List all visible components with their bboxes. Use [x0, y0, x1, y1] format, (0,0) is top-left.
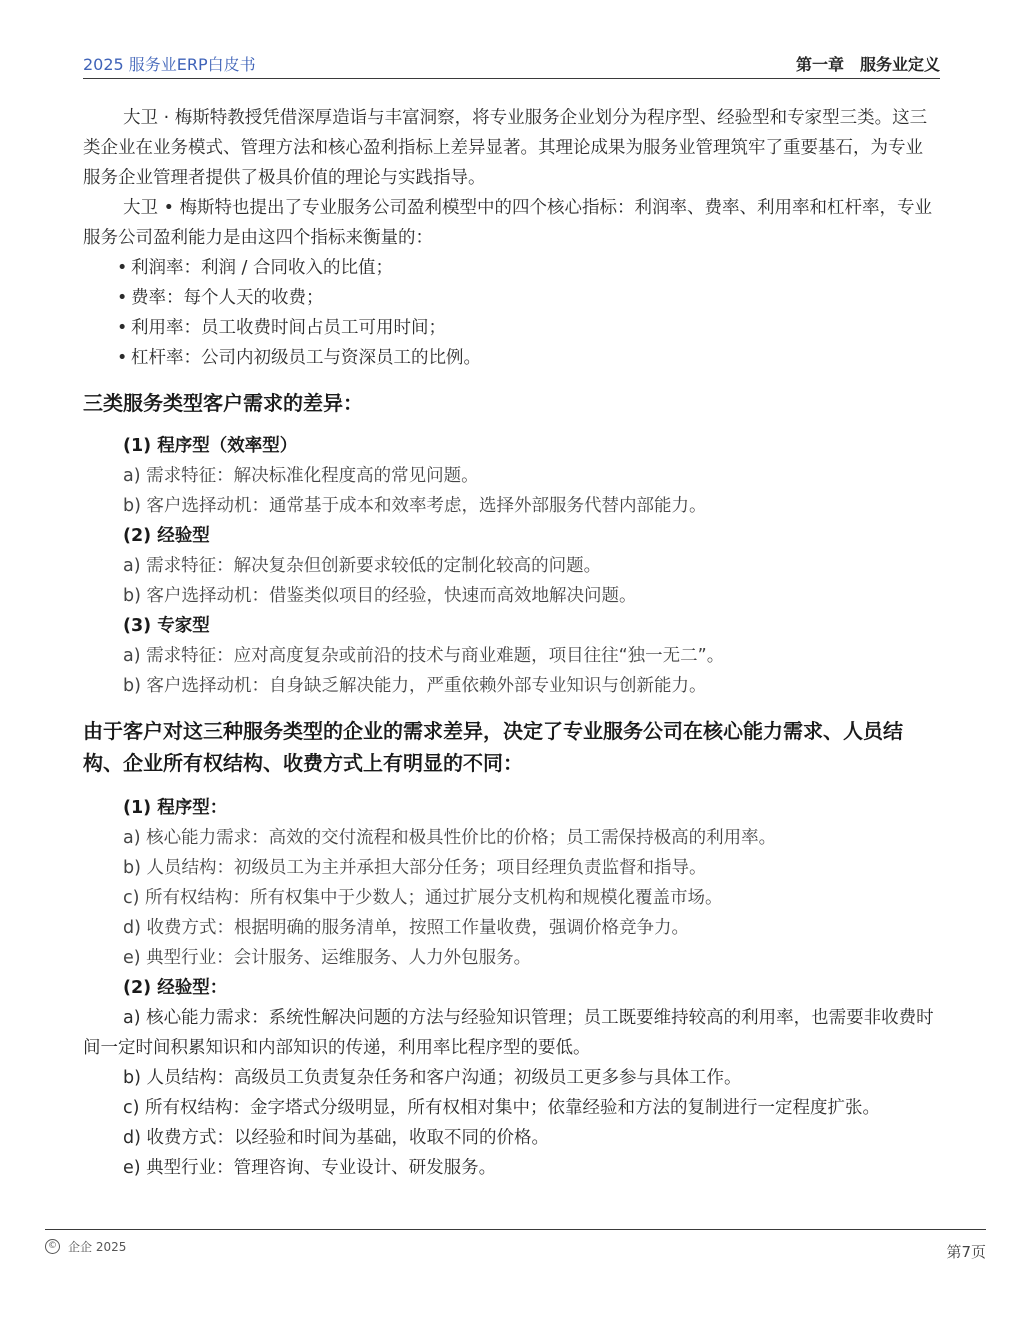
paragraph-item: d) 收费方式：以经验和时间为基础，收取不同的价格。 [123, 1128, 549, 1148]
list-item: • 利润率：利润 / 合同收入的比值； [131, 253, 940, 283]
list-item: a) 核心能力需求：高效的交付流程和极具性价比的价格；员工需保持极高的利用率。 [123, 828, 777, 848]
paragraph-item: e) 典型行业：管理咨询、专业设计、研发服务。 [123, 1158, 497, 1178]
list-item: • 利用率：员工收费时间占员工可用时间； [131, 313, 940, 343]
subheading: (2) 经验型： [123, 978, 228, 998]
page-header [83, 52, 940, 79]
document-title: 2025 服务业ERP白皮书 [83, 55, 256, 74]
page-number: 第7页 [946, 1243, 986, 1261]
footer-divider [45, 1229, 986, 1230]
subheading: (1) 程序型（效率型） [123, 436, 298, 456]
copyright-text: 企企 2025 [68, 1240, 127, 1254]
section-heading-demand: 三类服务类型客户需求的差异： [83, 391, 363, 415]
list-item: d) 收费方式：根据明确的服务清单，按照工作量收费，强调价格竞争力。 [123, 918, 689, 938]
intro-paragraph: 大卫 · 梅斯特教授凭借深厚造诣与丰富洞察，将专业服务企业划分为程序型、经验型和专家型三类。这三类企业在业务模式、管理方法和核心盈利指标上差异显著。其理论成果为服务业管理筑牢了重要基石，为专业服务企业管理者提供了极具价值的理论与实践指导。 [83, 108, 928, 188]
list-item: b) 客户选择动机：借鉴类似项目的经验，快速而高效地解决问题。 [123, 586, 637, 606]
chapter-heading [780, 52, 940, 75]
paragraph-item: b) 人员结构：高级员工负责复杂任务和客户沟通；初级员工更多参与具体工作。 [123, 1068, 742, 1088]
metrics-list [83, 253, 940, 373]
copyright-icon: © [45, 1239, 60, 1254]
list-item: b) 客户选择动机：自身缺乏解决能力，严重依赖外部专业知识与创新能力。 [123, 676, 707, 696]
list-item: b) 人员结构：初级员工为主并承担大部分任务；项目经理负责监督和指导。 [123, 858, 707, 878]
paragraph-item: a) 核心能力需求：系统性解决问题的方法与经验知识管理；员工既要维持较高的利用率，也需要非收费时间一定时间积累知识和内部知识的传递，利用率比程序型的要低。 [83, 1008, 934, 1058]
subheading: (2) 经验型 [123, 526, 210, 546]
list-item: e) 典型行业：会计服务、运维服务、人力外包服务。 [123, 948, 532, 968]
paragraph-item: c) 所有权结构：金字塔式分级明显，所有权相对集中；依靠经验和方法的复制进行一定程度扩张。 [123, 1098, 881, 1118]
subheading: (1) 程序型： [123, 798, 228, 818]
chapter-number: 第一章 [795, 55, 844, 74]
list-item: b) 客户选择动机：通常基于成本和效率考虑，选择外部服务代替内部能力。 [123, 496, 707, 516]
list-item: a) 需求特征：解决标准化程度高的常见问题。 [123, 466, 479, 486]
metrics-paragraph: 大卫 • 梅斯特也提出了专业服务公司盈利模型中的四个核心指标：利润率、费率、利用率和杠杆率，专业服务公司盈利能力是由这四个指标来衡量的： [83, 198, 932, 248]
list-item: a) 需求特征：解决复杂但创新要求较低的定制化较高的问题。 [123, 556, 602, 576]
section-heading-differences: 由于客户对这三种服务类型的企业的需求差异，决定了专业服务公司在核心能力需求、人员结构、企业所有权结构、收费方式上有明显的不同： [83, 719, 903, 775]
footer-copyright [45, 1238, 126, 1255]
subheading: (3) 专家型 [123, 616, 210, 636]
list-item: • 杠杆率：公司内初级员工与资深员工的比例。 [131, 343, 940, 373]
page-body [83, 103, 940, 1183]
chapter-title: 服务业定义 [859, 55, 940, 74]
list-item: a) 需求特征：应对高度复杂或前沿的技术与商业难题，项目往往“独一无二”。 [123, 646, 725, 666]
list-item: • 费率：每个人天的收费； [131, 283, 940, 313]
list-item: c) 所有权结构：所有权集中于少数人；通过扩展分支机构和规模化覆盖市场。 [123, 888, 723, 908]
